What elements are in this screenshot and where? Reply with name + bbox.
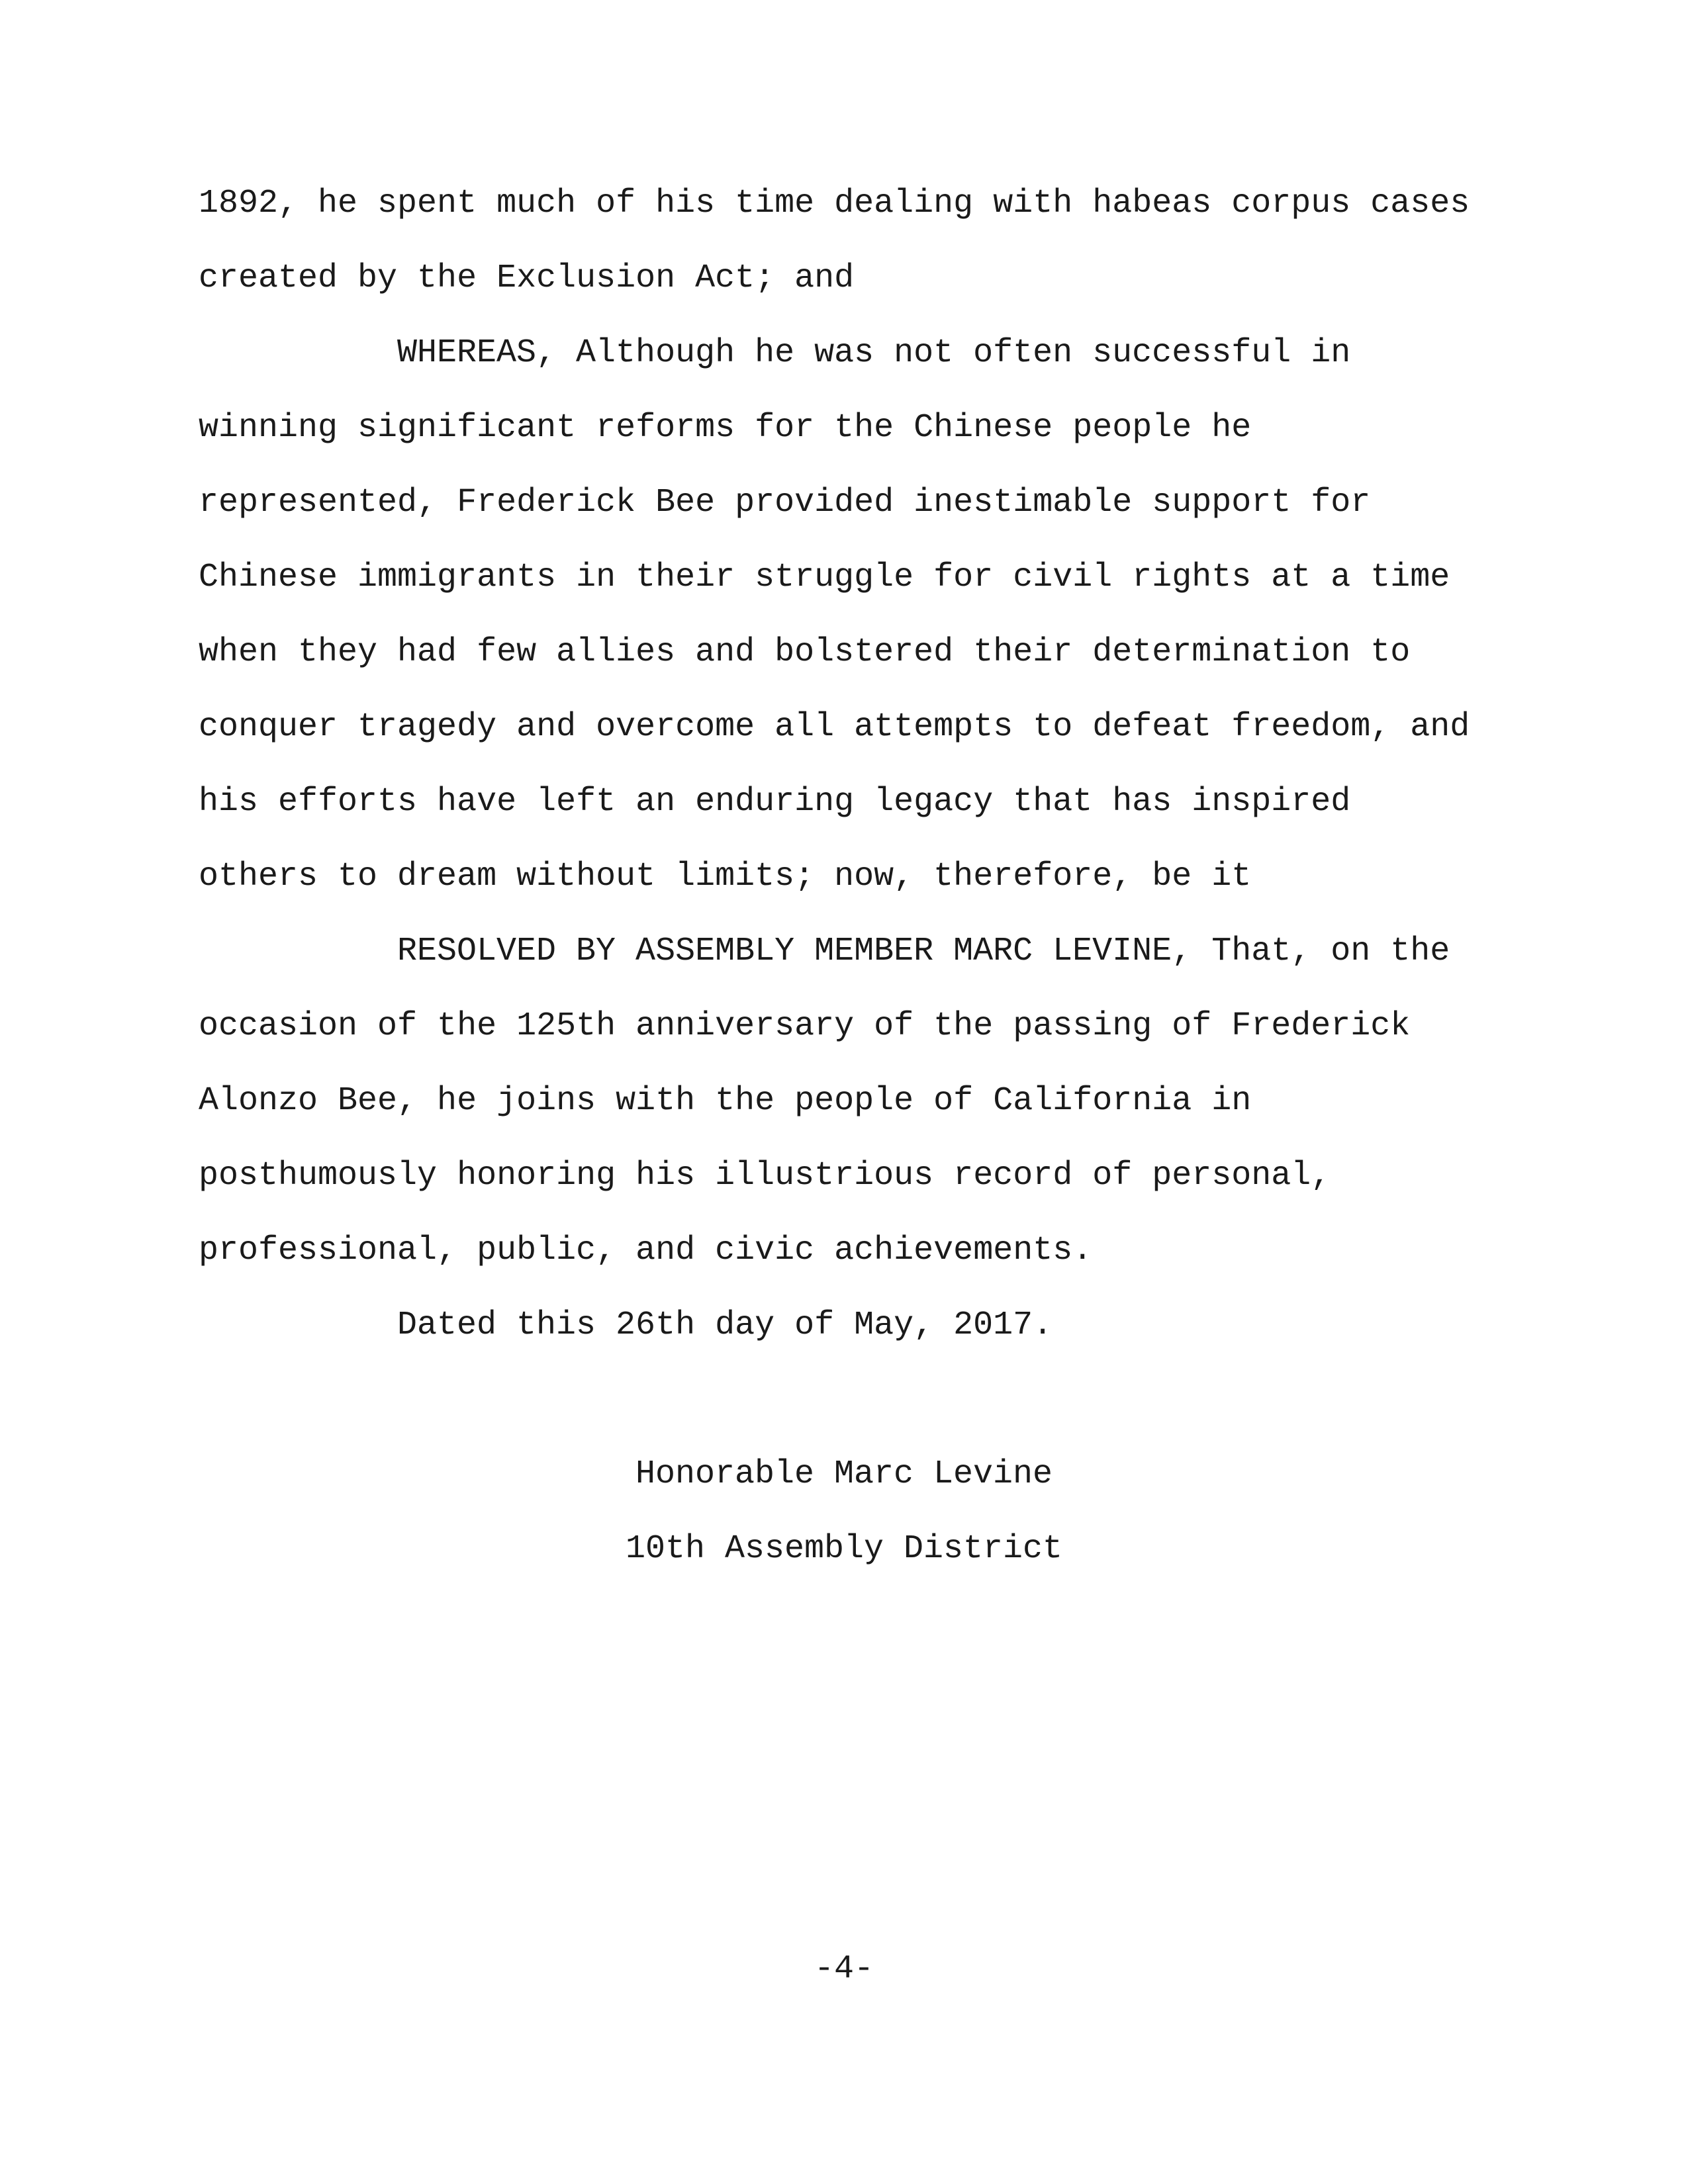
signature-name: Honorable Marc Levine [635, 1455, 1053, 1493]
resolved-clause-start: RESOLVED BY ASSEMBLY MEMBER MARC LEVINE, That, on the [397, 933, 1450, 970]
body-line: Alonzo Bee, he joins with the people of California in [199, 1082, 1252, 1120]
body-line: conquer tragedy and overcome all attempts to defeat freedom, and [199, 708, 1470, 746]
body-line: winning significant reforms for the Chinese people he [199, 409, 1252, 447]
body-line: his efforts have left an enduring legacy that has inspired [199, 783, 1351, 821]
signature-district: 10th Assembly District [625, 1530, 1063, 1568]
body-line: occasion of the 125th anniversary of the passing of Frederick [199, 1007, 1411, 1045]
body-line: posthumously honoring his illustrious record of personal, [199, 1157, 1331, 1195]
body-line: 1892, he spent much of his time dealing with habeas corpus cases [199, 185, 1470, 222]
body-line: others to dream without limits; now, therefore, be it [199, 858, 1252, 895]
body-line: when they had few allies and bolstered their determination to [199, 633, 1411, 671]
dated-line: Dated this 26th day of May, 2017. [397, 1306, 1053, 1344]
body-line: represented, Frederick Bee provided inestimable support for [199, 484, 1371, 522]
page-number: -4- [814, 1950, 874, 1988]
whereas-clause-start: WHEREAS, Although he was not often successful in [397, 334, 1351, 372]
body-line: created by the Exclusion Act; and [199, 259, 855, 297]
body-line: Chinese immigrants in their struggle for civil rights at a time [199, 559, 1450, 596]
body-line: professional, public, and civic achievements. [199, 1232, 1093, 1269]
